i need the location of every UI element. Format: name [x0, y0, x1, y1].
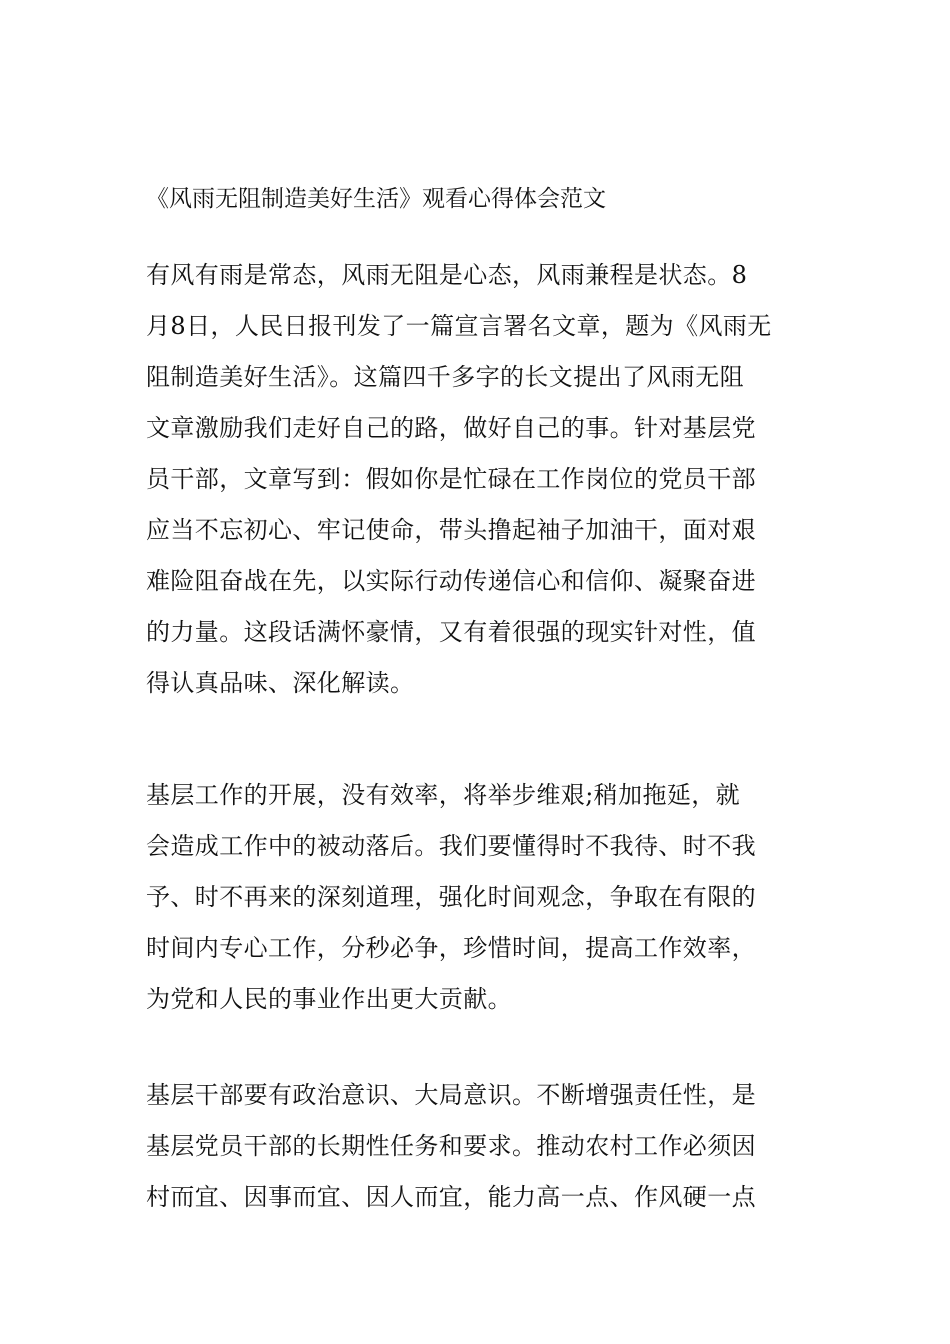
paragraph-line: 的力量。这段话满怀豪情，又有着很强的现实针对性，值: [146, 618, 756, 646]
paragraph-2: [146, 770, 806, 1025]
paragraph-line: 基层工作的开展，没有效率，将举步维艰;稍加拖延，就: [146, 781, 741, 809]
paragraph-line: 村而宜、因事而宜、因人而宜，能力高一点、作风硬一点: [146, 1183, 756, 1211]
paragraph-line: 基层干部要有政治意识、大局意识。不断增强责任性，是: [146, 1081, 756, 1109]
paragraph-line: 员干部，文章写到：假如你是忙碌在工作岗位的党员干部: [146, 465, 756, 493]
paragraph-1: [146, 250, 806, 709]
paragraph-3: [146, 1070, 806, 1223]
paragraph-line: 阻制造美好生活》。这篇四千多字的长文提出了风雨无阻: [146, 363, 744, 391]
paragraph-line: 予、时不再来的深刻道理，强化时间观念，争取在有限的: [146, 883, 756, 911]
paragraph-line: 时间内专心工作，分秒必争，珍惜时间，提高工作效率，: [146, 934, 756, 962]
document-title: 《风雨无阻制造美好生活》观看心得体会范文: [146, 186, 606, 212]
paragraph-line: 为党和人民的事业作出更大贡献。: [146, 985, 512, 1013]
paragraph-line: 基层党员干部的长期性任务和要求。推动农村工作必须因: [146, 1132, 756, 1160]
paragraph-line: 月8日，人民日报刊发了一篇宣言署名文章，题为《风雨无: [146, 312, 772, 340]
paragraph-line: 文章激励我们走好自己的路，做好自己的事。针对基层党: [146, 414, 756, 442]
paragraph-line: 有风有雨是常态，风雨无阻是心态，风雨兼程是状态。8: [146, 261, 748, 289]
paragraph-line: 得认真品味、深化解读。: [146, 669, 415, 697]
paragraph-line: 难险阻奋战在先，以实际行动传递信心和信仰、凝聚奋进: [146, 567, 756, 595]
paragraph-line: 应当不忘初心、牢记使命，带头撸起袖子加油干，面对艰: [146, 516, 756, 544]
paragraph-line: 会造成工作中的被动落后。我们要懂得时不我待、时不我: [146, 832, 756, 860]
